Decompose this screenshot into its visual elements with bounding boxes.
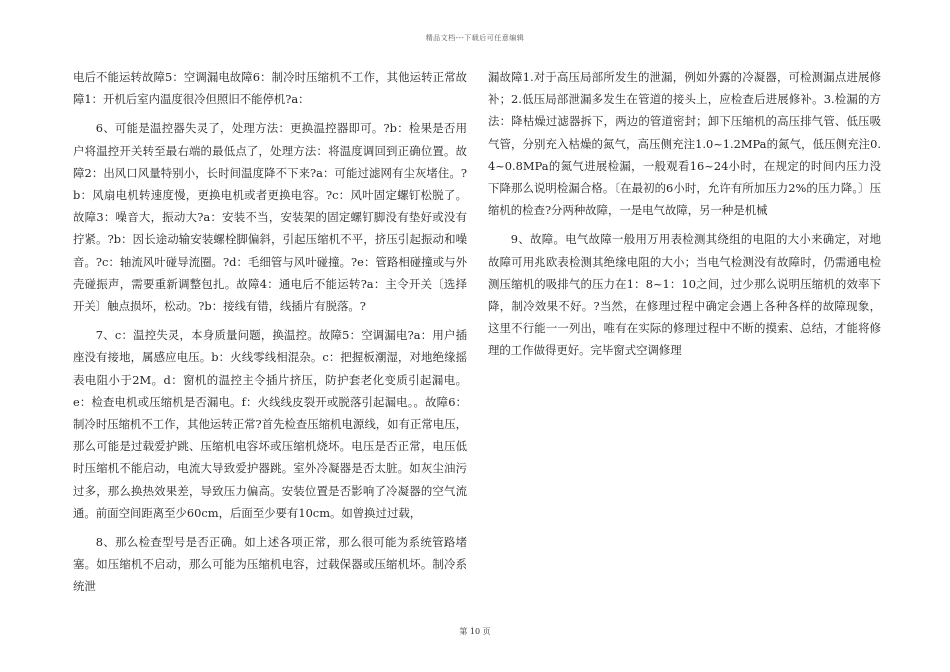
right-text-column — [488, 66, 881, 369]
paragraph: 7、c：温控失灵，本身质量问题，换温控。故障5：空调漏电?a：用户插座没有接地，属感应电压。b：火线零线相混杂。c：把握板潮湿，对地绝缘摇表电阻小于2M。d：窗机的温控主令插片挤压，防护套老化变质引起漏电。e：检查电机或压缩机是否漏电。f：火线线皮裂开或脱落引起漏电。。故障6：制冷时压缩机不工作，其他运转正常?首先检查压缩机电源线，如有正常电压，那么可能是过载爱护跳、压缩机电容坏或压缩机烧坏。电压是否正常，电压低时压缩机不能启动，电流大导致爱护器跳。室外冷凝器是否太脏。如灰尘油污过多，那么换热效果差，导致压力偏高。安装位置是否影响了冷凝器的空气流通。前面空间距离至少60cm，后面至少要有10cm。如曾换过过载， — [73, 328, 467, 520]
paragraph: 8、那么检查型号是否正确。如上述各项正常，那么很可能为系统管路堵塞。如压缩机不启动，那么可能为压缩机电容，过载保器或压缩机坏。制冷系统泄 — [73, 535, 467, 594]
paragraph: 电后不能运转故障5：空调漏电故障6：制冷时压缩机不工作，其他运转正常故障1：开机后室内温度很冷但照旧不能停机?a： — [73, 70, 467, 107]
paragraph: 漏故障1.对于高压局部所发生的泄漏，例如外露的冷凝器，可检测漏点进展修补；2.低压局部泄漏多发生在管道的接头上，应检查后进展修补。3.检漏的方法：降枯燥过滤器拆下，两边的管道密封；卸下压缩机的高压排气管、低压吸气管，分别充入枯燥的氮气，高压侧充注1.0~1.2MPa的氮气，低压侧充注0.4~0.8MPa的氮气进展检漏，一般观看16~24小时，在规定的时间内压力没下降那么说明检漏合格。〔在最初的6小时，允许有所加压力2%的压力降。〕压缩机的检查?分两种故障，一是电气故障，另一种是机械 — [488, 70, 881, 218]
page-number: 第 10 页 — [459, 627, 491, 636]
left-text-column — [73, 66, 467, 605]
paragraph: 9、故障。电气故障一般用万用表检测其绕组的电阻的大小来确定，对地故障可用兆欧表检测其绝缘电阻的大小；当电气检测没有故障时，仍需通电检测压缩机的吸排气的压力在1：8~1：10之间，过少那么说明压缩机的效率下降，制冷效果不好。?当然，在修理过程中确定会遇上各种各样的故障现象，这里不行能一一列出，唯有在实际的修理过程中不断的摸索、总结，才能将修理的工作做得更好。完毕窗式空调修理 — [488, 232, 881, 358]
paragraph: 6、可能是温控器失灵了，处理方法：更换温控器即可。?b：检果是否用户将温控开关转至最右端的最低点了，处理方法：将温度调回到正确位置。故障2：出风口风量特别小，长时间温度降不下来?a：可能过滤网有尘灰堵住。?b：风扇电机转速度慢，更换电机或者更换电容。?c：风叶固定螺钉松脱了。故障3：噪音大，振动大?a：安装不当，安装架的固定螺钉脚没有垫好或没有拧紧。?b：因长途动输安装螺栓脚偏斜，引起压缩机不平，挤压引起振动和噪音。?c：轴流风叶碰导流圈。?d：毛细管与风叶碰撞。?e：管路相碰撞或与外壳碰振声，需要重新调整包扎。故障4：通电后不能运转?a：主令开关〔选择开关〕触点损坏，松动。?b：接线有错，线插片有脱落。? — [73, 121, 467, 314]
page-header: 精品文档---下载后可任意编辑 — [425, 34, 525, 42]
